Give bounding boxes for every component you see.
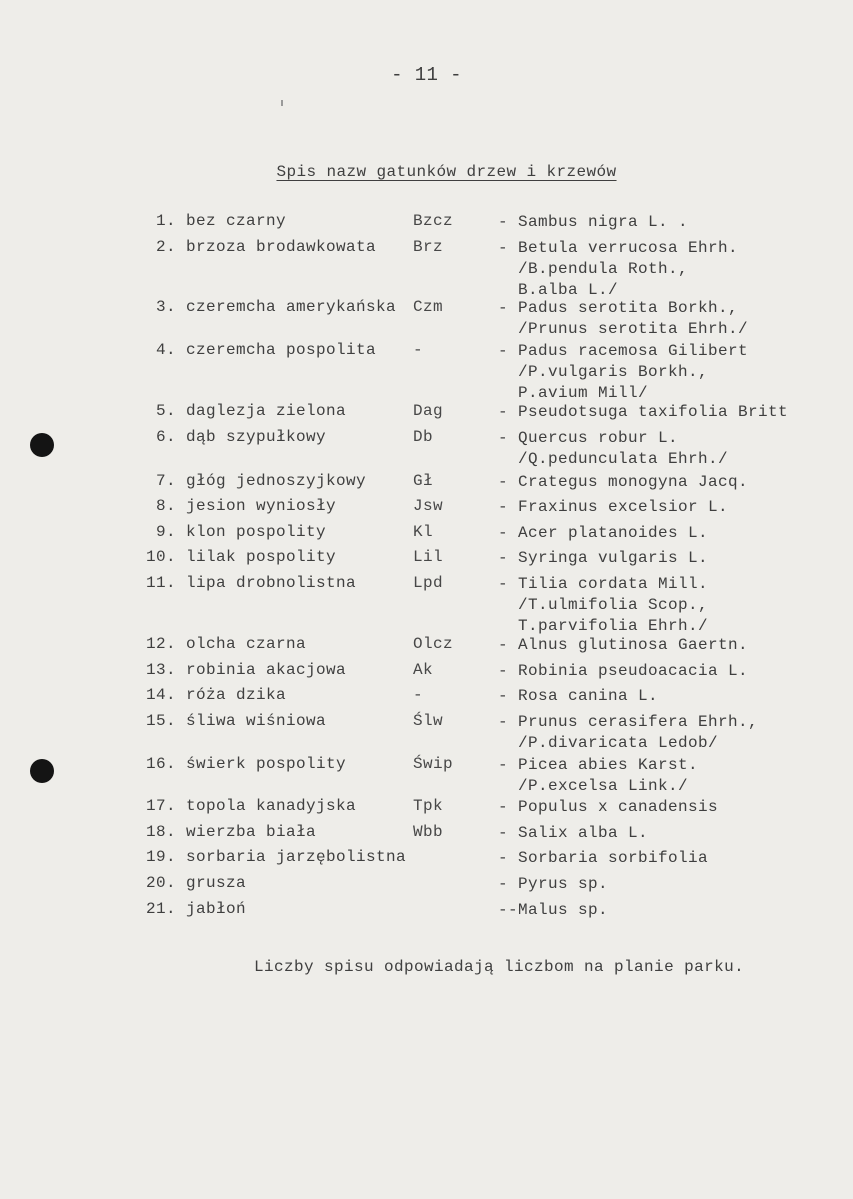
species-number: 16. — [145, 755, 176, 773]
species-number: 13. — [145, 661, 176, 679]
punch-hole — [30, 759, 54, 783]
species-abbreviation: Lil — [413, 548, 444, 566]
species-latin-name: - Acer platanoides L. — [498, 524, 709, 542]
species-number: 10. — [145, 548, 176, 566]
species-abbreviation: Ak — [413, 661, 434, 679]
species-abbreviation: Lpd — [413, 574, 444, 592]
species-abbreviation: Czm — [413, 298, 444, 316]
species-latin-name: - Sambus nigra L. . — [498, 213, 689, 231]
species-latin-name: --Malus sp. — [498, 901, 609, 919]
species-latin-name: - Salix alba L. — [498, 824, 649, 842]
species-polish-name: olcha czarna — [186, 635, 307, 653]
species-number: 20. — [145, 874, 176, 892]
species-latin-name: - Rosa canina L. — [498, 687, 659, 705]
species-polish-name: czeremcha amerykańska — [186, 298, 397, 316]
species-polish-name: głóg jednoszyjkowy — [186, 472, 367, 490]
species-number: 3. — [155, 298, 176, 316]
species-polish-name: sorbaria jarzębolistna — [186, 848, 407, 866]
footer-note: Liczby spisu odpowiadają liczbom na planie parku. — [254, 958, 745, 976]
species-number: 18. — [145, 823, 176, 841]
species-abbreviation: Db — [413, 428, 434, 446]
species-abbreviation: Ślw — [413, 712, 444, 730]
species-polish-name: jabłoń — [186, 900, 247, 918]
species-abbreviation: Gł — [413, 472, 434, 490]
species-polish-name: świerk pospolity — [186, 755, 347, 773]
species-number: 14. — [145, 686, 176, 704]
species-latin-name: - Populus x canadensis — [498, 798, 719, 816]
species-number: 12. — [145, 635, 176, 653]
species-latin-name: - Quercus robur L. /Q.pedunculata Ehrh./ — [498, 429, 729, 468]
species-latin-name: - Robinia pseudoacacia L. — [498, 662, 749, 680]
species-number: 2. — [155, 238, 176, 256]
species-number: 15. — [145, 712, 176, 730]
species-abbreviation: Jsw — [413, 497, 444, 515]
species-abbreviation: Wbb — [413, 823, 444, 841]
species-latin-name: - Syringa vulgaris L. — [498, 549, 709, 567]
species-number: 8. — [155, 497, 176, 515]
species-number: 17. — [145, 797, 176, 815]
species-latin-name: - Prunus cerasifera Ehrh., /P.divaricata Ledob/ — [498, 713, 759, 752]
species-polish-name: śliwa wiśniowa — [186, 712, 327, 730]
punch-hole — [30, 433, 54, 457]
species-abbreviation: Olcz — [413, 635, 454, 653]
species-latin-name: - Sorbaria sorbifolia — [498, 849, 709, 867]
species-latin-name: - Crategus monogyna Jacq. — [498, 473, 749, 491]
paper-speck — [281, 100, 283, 106]
species-latin-name: - Padus racemosa Gilibert /P.vulgaris Borkh., P.avium Mill/ — [498, 342, 749, 402]
species-abbreviation: - — [413, 341, 424, 359]
species-number: 7. — [155, 472, 176, 490]
species-latin-name: - Picea abies Karst. /P.excelsa Link./ — [498, 756, 699, 795]
species-latin-name: - Betula verrucosa Ehrh. /B.pendula Roth., B.alba L./ — [498, 239, 739, 299]
species-abbreviation: Tpk — [413, 797, 444, 815]
species-polish-name: dąb szypułkowy — [186, 428, 327, 446]
species-polish-name: lilak pospolity — [186, 548, 337, 566]
document-title: Spis nazw gatunków drzew i krzewów — [276, 163, 617, 181]
species-number: 19. — [145, 848, 176, 866]
species-number: 9. — [155, 523, 176, 541]
species-number: 11. — [145, 574, 176, 592]
species-latin-name: - Pseudotsuga taxifolia Britt — [498, 403, 789, 421]
species-polish-name: topola kanadyjska — [186, 797, 357, 815]
species-latin-name: - Padus serotita Borkh., /Prunus serotita Ehrh./ — [498, 299, 749, 338]
species-abbreviation: Kl — [413, 523, 434, 541]
species-polish-name: jesion wyniosły — [186, 497, 337, 515]
species-abbreviation: Dag — [413, 402, 444, 420]
species-abbreviation: - — [413, 686, 424, 704]
species-polish-name: bez czarny — [186, 212, 287, 230]
species-abbreviation: Bzcz — [413, 212, 454, 230]
species-polish-name: grusza — [186, 874, 247, 892]
species-number: 4. — [155, 341, 176, 359]
species-latin-name: - Pyrus sp. — [498, 875, 609, 893]
species-latin-name: - Fraxinus excelsior L. — [498, 498, 729, 516]
species-polish-name: wierzba biała — [186, 823, 317, 841]
page-number: - 11 - — [391, 64, 462, 86]
species-polish-name: robinia akacjowa — [186, 661, 347, 679]
species-polish-name: róża dzika — [186, 686, 287, 704]
species-number: 1. — [155, 212, 176, 230]
species-number: 5. — [155, 402, 176, 420]
species-polish-name: klon pospolity — [186, 523, 327, 541]
species-polish-name: daglezja zielona — [186, 402, 347, 420]
species-latin-name: - Alnus glutinosa Gaertn. — [498, 636, 749, 654]
species-polish-name: lipa drobnolistna — [186, 574, 357, 592]
species-abbreviation: Brz — [413, 238, 444, 256]
species-polish-name: brzoza brodawkowata — [186, 238, 377, 256]
species-number: 6. — [155, 428, 176, 446]
species-abbreviation: Świp — [413, 755, 454, 773]
species-polish-name: czeremcha pospolita — [186, 341, 377, 359]
species-number: 21. — [145, 900, 176, 918]
species-latin-name: - Tilia cordata Mill. /T.ulmifolia Scop., T.parvifolia Ehrh./ — [498, 575, 709, 635]
